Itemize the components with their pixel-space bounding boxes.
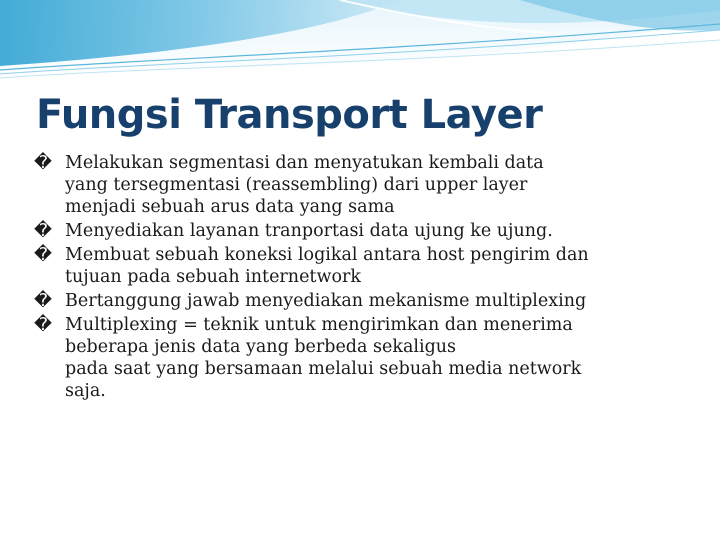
bullet-text-line: tujuan pada sebuah internetwork <box>65 267 361 287</box>
bullet-text-line: Menyediakan layanan tranportasi data ujung ke ujung. <box>65 221 553 241</box>
bullet-item <box>34 244 698 288</box>
bullet-text-line: Multiplexing = teknik untuk mengirimkan dan menerima <box>65 315 573 335</box>
bullet-marker-icon: � <box>34 291 52 311</box>
bullet-text-line: saja. <box>65 381 106 401</box>
bullet-marker-icon: � <box>34 221 52 241</box>
bullet-marker-icon: � <box>34 245 52 265</box>
bullet-text-line: menjadi sebuah arus data yang sama <box>65 197 395 217</box>
bullet-item <box>34 220 698 242</box>
bullet-text-line: Membuat sebuah koneksi logikal antara host pengirim dan <box>65 245 589 265</box>
bullet-list <box>34 152 698 404</box>
bullet-marker-icon: � <box>34 153 52 173</box>
bullet-text-line: beberapa jenis data yang berbeda sekaligus <box>65 337 457 357</box>
header-wave-decoration <box>0 0 720 90</box>
bullet-item <box>34 152 698 218</box>
bullet-text-line: Melakukan segmentasi dan menyatukan kembali data <box>65 153 544 173</box>
bullet-text-line: yang tersegmentasi (reassembling) dari upper layer <box>65 175 528 195</box>
bullet-item <box>34 290 698 312</box>
bullet-text-line: Bertanggung jawab menyediakan mekanisme multiplexing <box>65 291 587 311</box>
slide-title: Fungsi Transport Layer <box>36 92 543 138</box>
bullet-marker-icon: � <box>34 315 52 335</box>
bullet-item <box>34 314 698 402</box>
bullet-text-line: pada saat yang bersamaan melalui sebuah media network <box>65 359 582 379</box>
